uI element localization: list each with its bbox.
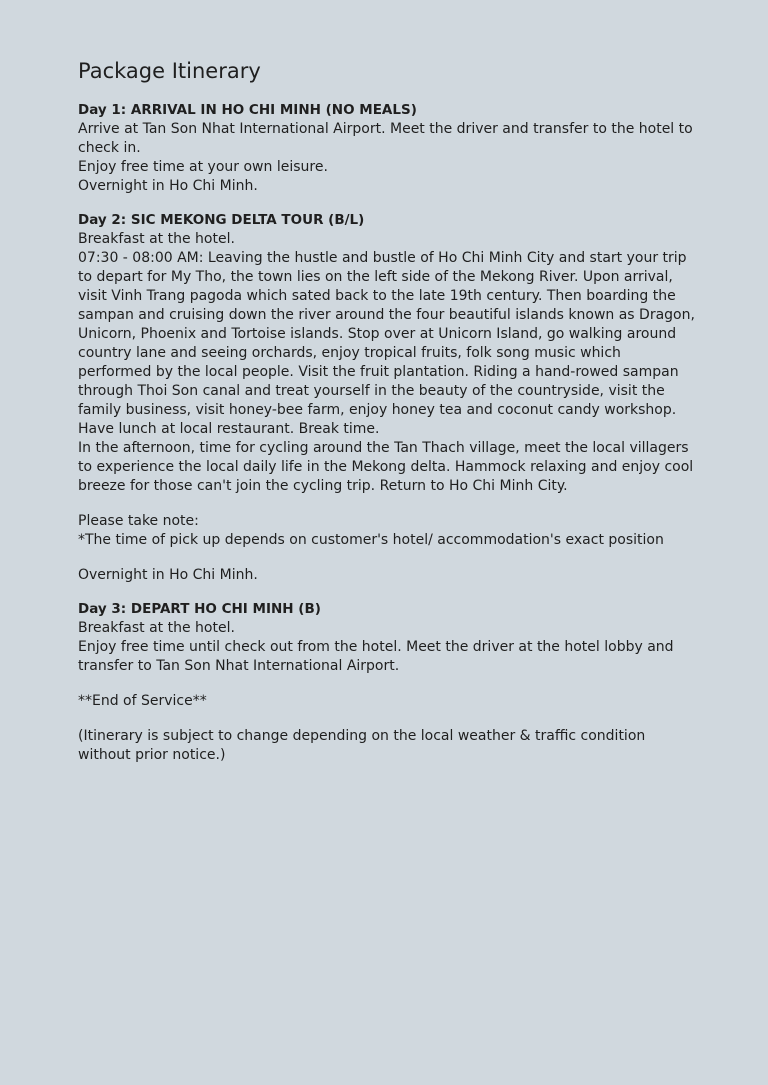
- day-3-line: Enjoy free time until check out from the hotel. Meet the driver at the hotel lobby and transfer to Tan Son Nhat International Airport.: [78, 639, 674, 674]
- day-2-line: Breakfast at the hotel.: [78, 231, 235, 247]
- day-3-line: Breakfast at the hotel.: [78, 620, 235, 636]
- day-2-line: 07:30 - 08:00 AM: Leaving the hustle and bustle of Ho Chi Minh City and start your trip to depart for My Tho, the town lies on the left side of the Mekong River. Upon arrival, visit Vinh Trang pagoda which sated back to the late 19th century. Then boarding the sampan and cruising down the river around the four beautiful islands known as Dragon, Unicorn, Phoenix and Tortoise islands. Stop over at Unicorn Island, go walking around country lane and seeing orchards, enjoy tropical fruits, folk song music which performed by the local people. Visit the fruit plantation. Riding a hand-rowed sampan through Thoi Son canal and treat yourself in the beauty of the countryside, visit the family business, visit honey-bee farm, enjoy honey tea and coconut candy workshop. Have lunch at local restaurant. Break time.: [78, 250, 695, 437]
- spacer: [78, 496, 698, 512]
- spacer: [78, 711, 698, 727]
- day-1-line: Overnight in Ho Chi Minh.: [78, 178, 258, 194]
- day-3-heading: Day 3: DEPART HO CHI MINH (B): [78, 601, 321, 617]
- day-2-line: In the afternoon, time for cycling around the Tan Thach village, meet the local villagers to experience the local daily life in the Mekong delta. Hammock relaxing and enjoy cool breeze for those can't join the cycling trip. Return to Ho Chi Minh City.: [78, 440, 694, 494]
- day-1-section: [78, 100, 698, 196]
- end-of-service: **End of Service**: [78, 693, 207, 709]
- day-2-section: [78, 210, 698, 585]
- disclaimer: (Itinerary is subject to change depending on the local weather & traffic condition without prior notice.): [78, 728, 646, 763]
- note-title: Please take note:: [78, 513, 199, 529]
- spacer: [78, 676, 698, 692]
- day-3-section: [78, 599, 698, 765]
- note-text: *The time of pick up depends on customer's hotel/ accommodation's exact position: [78, 532, 664, 548]
- day-1-line: Arrive at Tan Son Nhat International Airport. Meet the driver and transfer to the hotel to check in.: [78, 121, 693, 156]
- day-1-heading: Day 1: ARRIVAL IN HO CHI MINH (NO MEALS): [78, 102, 417, 118]
- page-title: Package Itinerary: [78, 59, 261, 83]
- day-2-overnight: Overnight in Ho Chi Minh.: [78, 567, 258, 583]
- spacer: [78, 550, 698, 566]
- day-2-heading: Day 2: SIC MEKONG DELTA TOUR (B/L): [78, 212, 365, 228]
- day-1-line: Enjoy free time at your own leisure.: [78, 159, 328, 175]
